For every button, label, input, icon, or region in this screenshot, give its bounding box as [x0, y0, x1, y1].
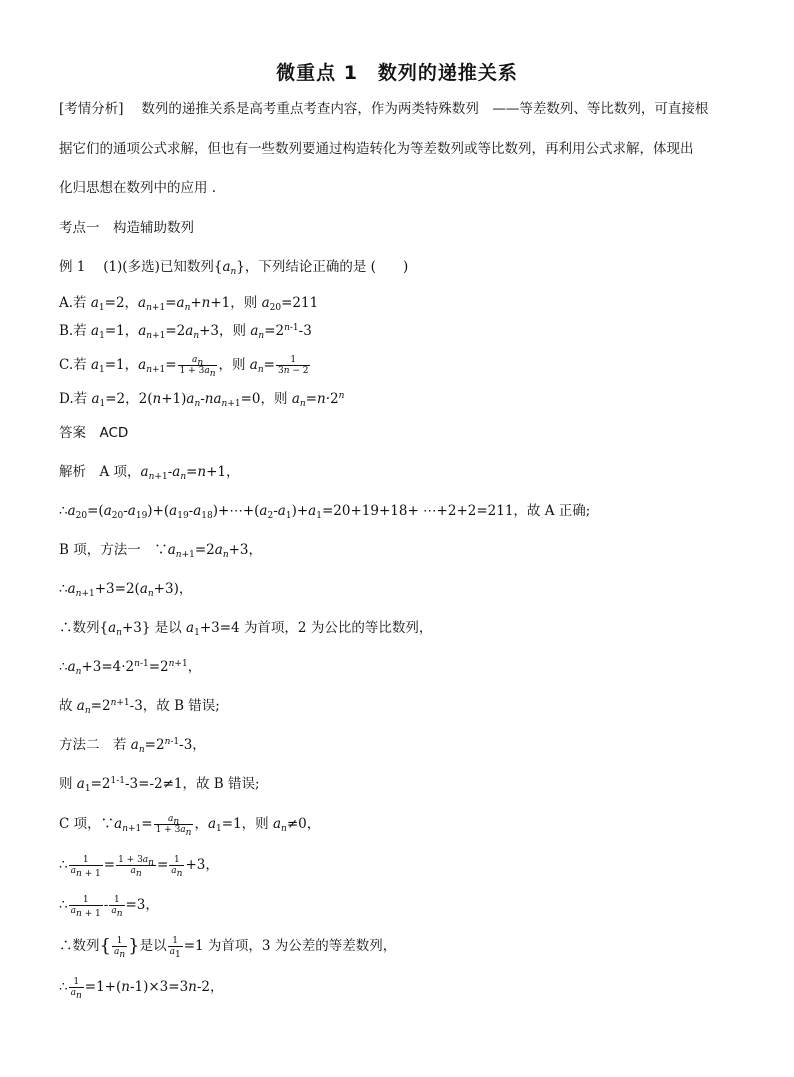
analysis-c-4: ∴数列{ $\frac{1}{a_n}$ }是以 $\frac{1}{a_1}$ =1 为首项，3 为公差的等差数列，: [59, 935, 397, 960]
option-a: A.若 $a_1=2$，$a_{n+1}=a_n+n+1$，则 $a_{20}=211$: [59, 295, 319, 313]
analysis-b-3: ∴数列$\{a_n+3\}$ 是以 $a_1+3=4$ 为首项，2 为公比的等比数列，: [59, 620, 433, 638]
analysis-b-6: 方法二 若 $a_n=2^{n-1}-3$，: [59, 737, 206, 755]
analysis-label: 解析: [59, 464, 86, 480]
fraction: $\frac{1}{a_{n + 1}}$: [70, 895, 101, 919]
fraction: $\frac{1 + 3a_n}{a_n}$: [118, 855, 154, 879]
analysis-c-2: ∴ $\frac{1}{a_{n + 1}}$ = $\frac{1 + 3a_n}{a_n}$ = $\frac{1}{a_n}$ +3，: [59, 855, 219, 879]
analysis-a-2: $\therefore a_{20}=(a_{20}-a_{19})+(a_{19}-a_{18})+\cdots+(a_2-a_1)+a_1=20+19+18+$ ⋯+2+2=211，故 A 正确;: [59, 503, 591, 521]
analysis-b-4: $\therefore a_n+3=4\cdot 2^{n-1}=2^{n+1}$，: [59, 659, 202, 677]
page-title: 微重点 1 数列的递推关系: [276, 62, 518, 84]
fraction: $\frac{1}{a_n}$: [70, 977, 82, 1001]
option-b: B.若 $a_1=1$，$a_{n+1}=2a_n+3$，则 $a_n=2^{n-1}-3$: [59, 323, 312, 341]
answer-value: ACD: [99, 425, 129, 441]
intro-line-3: 化归思想在数列中的应用 .: [59, 180, 217, 196]
option-d: D.若 $a_1=2$，$2(n+1)a_n-na_{n+1}=0$，则 $a_n=n\cdot 2^n$: [59, 391, 345, 409]
intro-line-1: [59, 100, 708, 118]
intro-label: [考情分析]: [59, 101, 124, 117]
fraction: $\frac{1}{a_n}$: [111, 895, 123, 919]
analysis-b-7: 则 $a_1=2^{1-1}-3=-2\ne 1$，故 B 错误;: [59, 776, 260, 794]
analysis-b-2: $\therefore a_{n+1}+3=2(a_n+3)$，: [59, 581, 193, 599]
answer-line: [59, 424, 128, 442]
intro-text-1: 数列的递推关系是高考重点考查内容，作为两类特殊数列 ——等差数列、等比数列，可直接根: [141, 101, 709, 117]
analysis-b-5: 故 $a_n=2^{n+1}-3$，故 B 错误;: [59, 698, 220, 716]
analysis-b-1: B 项，方法一 $\because a_{n+1}=2a_n+3$，: [59, 542, 263, 560]
example-label: 例 1: [59, 259, 86, 275]
analysis-c-1: C 项，$\because a_{n+1}=$ $\frac{a_n}{1 + 3a_n}$ ，$a_1=1$，则 $a_n\ne 0$，: [59, 814, 321, 838]
analysis-c-3: ∴ $\frac{1}{a_{n + 1}}$ - $\frac{1}{a_n}$ =3，: [59, 895, 159, 919]
analysis-c-5: ∴ $\frac{1}{a_n}$ =1+(n-1)×3=3n-2，: [59, 977, 224, 1001]
example-stem: 例 1 (1)(多选)已知数列$\{a_n\}$，下列结论正确的是 ( ): [59, 259, 409, 277]
fraction: $\frac{1}{3n - 2}$: [277, 355, 309, 376]
fraction: $\frac{1}{a_1}$: [169, 936, 181, 960]
fraction: $\frac{a_n}{1 + 3a_n}$: [179, 355, 216, 379]
option-c: C.若 $a_1=1$，$a_{n+1}=$ $\frac{a_n}{1 + 3a_n}$ ，则 $a_n=$ $\frac{1}{3n - 2}$: [59, 355, 309, 379]
fraction: $\frac{1}{a_{n + 1}}$: [70, 855, 101, 879]
section-heading: 考点一 构造辅助数列: [59, 220, 194, 236]
answer-label: 答案: [59, 425, 86, 441]
fraction: $\frac{1}{a_n}$: [171, 855, 183, 879]
fraction: $\frac{a_n}{1 + 3a_n}$: [155, 814, 192, 838]
intro-line-2: 据它们的通项公式求解，但也有一些数列要通过构造转化为等差数列或等比数列，再利用公式求解，体现出: [59, 141, 694, 157]
analysis-a-1: 解析 A 项，$a_{n+1}-a_n=n+1$，: [59, 464, 240, 482]
fraction: $\frac{1}{a_n}$: [113, 936, 126, 960]
